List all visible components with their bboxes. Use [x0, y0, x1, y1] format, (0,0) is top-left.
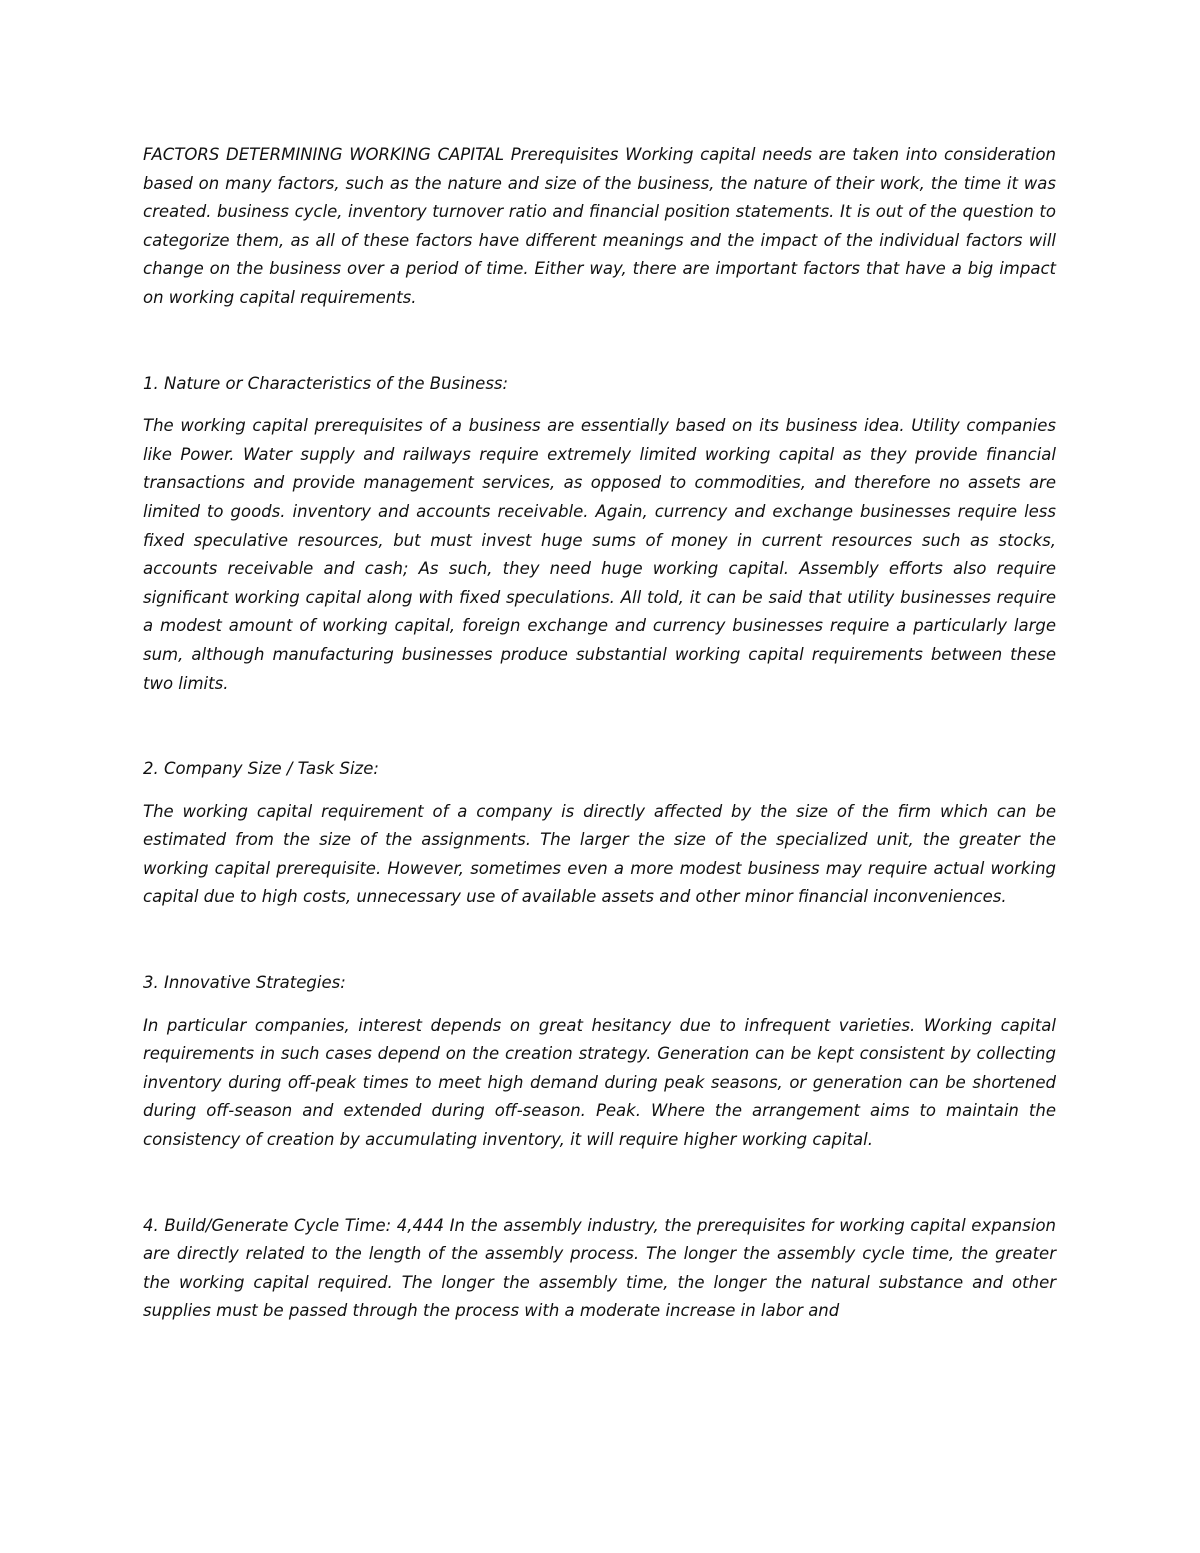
section-3-body: In particular companies, interest depends on great hesitancy due to infrequent varieties. Working capital requirements in such cases depend on the creation strategy. Generation can be kept consistent by collecting inventory during off-peak times to meet high demand during peak seasons, or generation can be shortened during off-season and extended during off-season. Peak. Where the arrangement aims to maintain the consistency of creation by accumulating inventory, it will require higher working capital.	[143, 1015, 1056, 1150]
intro-paragraph: FACTORS DETERMINING WORKING CAPITAL Prerequisites Working capital needs are taken into consideration based on many factors, such as the nature and size of the business, the nature of their work, the time it was created. business cycle, inventory turnover ratio and financial position statements. It is out of the question to categorize them, as all of these factors have different meanings and the impact of the individual factors will change on the business over a period of time. Either way, there are important factors that have a big impact on working capital requirements.	[143, 145, 1056, 307]
section-2-heading: 2. Company Size / Task Size:	[143, 759, 379, 779]
spacer	[143, 998, 1056, 1012]
section-1-heading: 1. Nature or Characteristics of the Business:	[143, 373, 509, 393]
spacer	[143, 784, 1056, 798]
spacer	[143, 912, 1056, 969]
document-page	[143, 141, 1056, 1326]
section-2-body: The working capital requirement of a company is directly affected by the size of the firm which can be estimated from the size of the assignments. The larger the size of the specialized unit, the greater the working capital prerequisite. However, sometimes even a more modest business may require actual working capital due to high costs, unnecessary use of available assets and other minor financial inconveniences.	[143, 801, 1056, 907]
section-1-body: The working capital prerequisites of a business are essentially based on its business idea. Utility companies like Power. Water supply and railways require extremely limited working capital as they provide financial transactions and provide management services, as opposed to commodities, and therefore no assets are limited to goods. inventory and accounts receivable. Again, currency and exchange businesses require less fixed speculative resources, but must invest huge sums of money in current resources such as stocks, accounts receivable and cash; As such, they need huge working capital. Assembly efforts also require significant working capital along with fixed speculations. All told, it can be said that utility businesses require a modest amount of working capital, foreign exchange and currency businesses require a particularly large sum, although manufacturing businesses produce substantial working capital requirements between these two limits.	[143, 416, 1056, 693]
section-3-heading: 3. Innovative Strategies:	[143, 973, 346, 993]
spacer	[143, 398, 1056, 412]
spacer	[143, 698, 1056, 755]
spacer	[143, 313, 1056, 370]
spacer	[143, 1155, 1056, 1212]
section-4-paragraph: 4. Build/Generate Cycle Time: 4,444 In the assembly industry, the prerequisites for working capital expansion are directly related to the length of the assembly process. The longer the assembly cycle time, the greater the working capital required. The longer the assembly time, the longer the natural substance and other supplies must be passed through the process with a moderate increase in labor and	[143, 1215, 1056, 1321]
